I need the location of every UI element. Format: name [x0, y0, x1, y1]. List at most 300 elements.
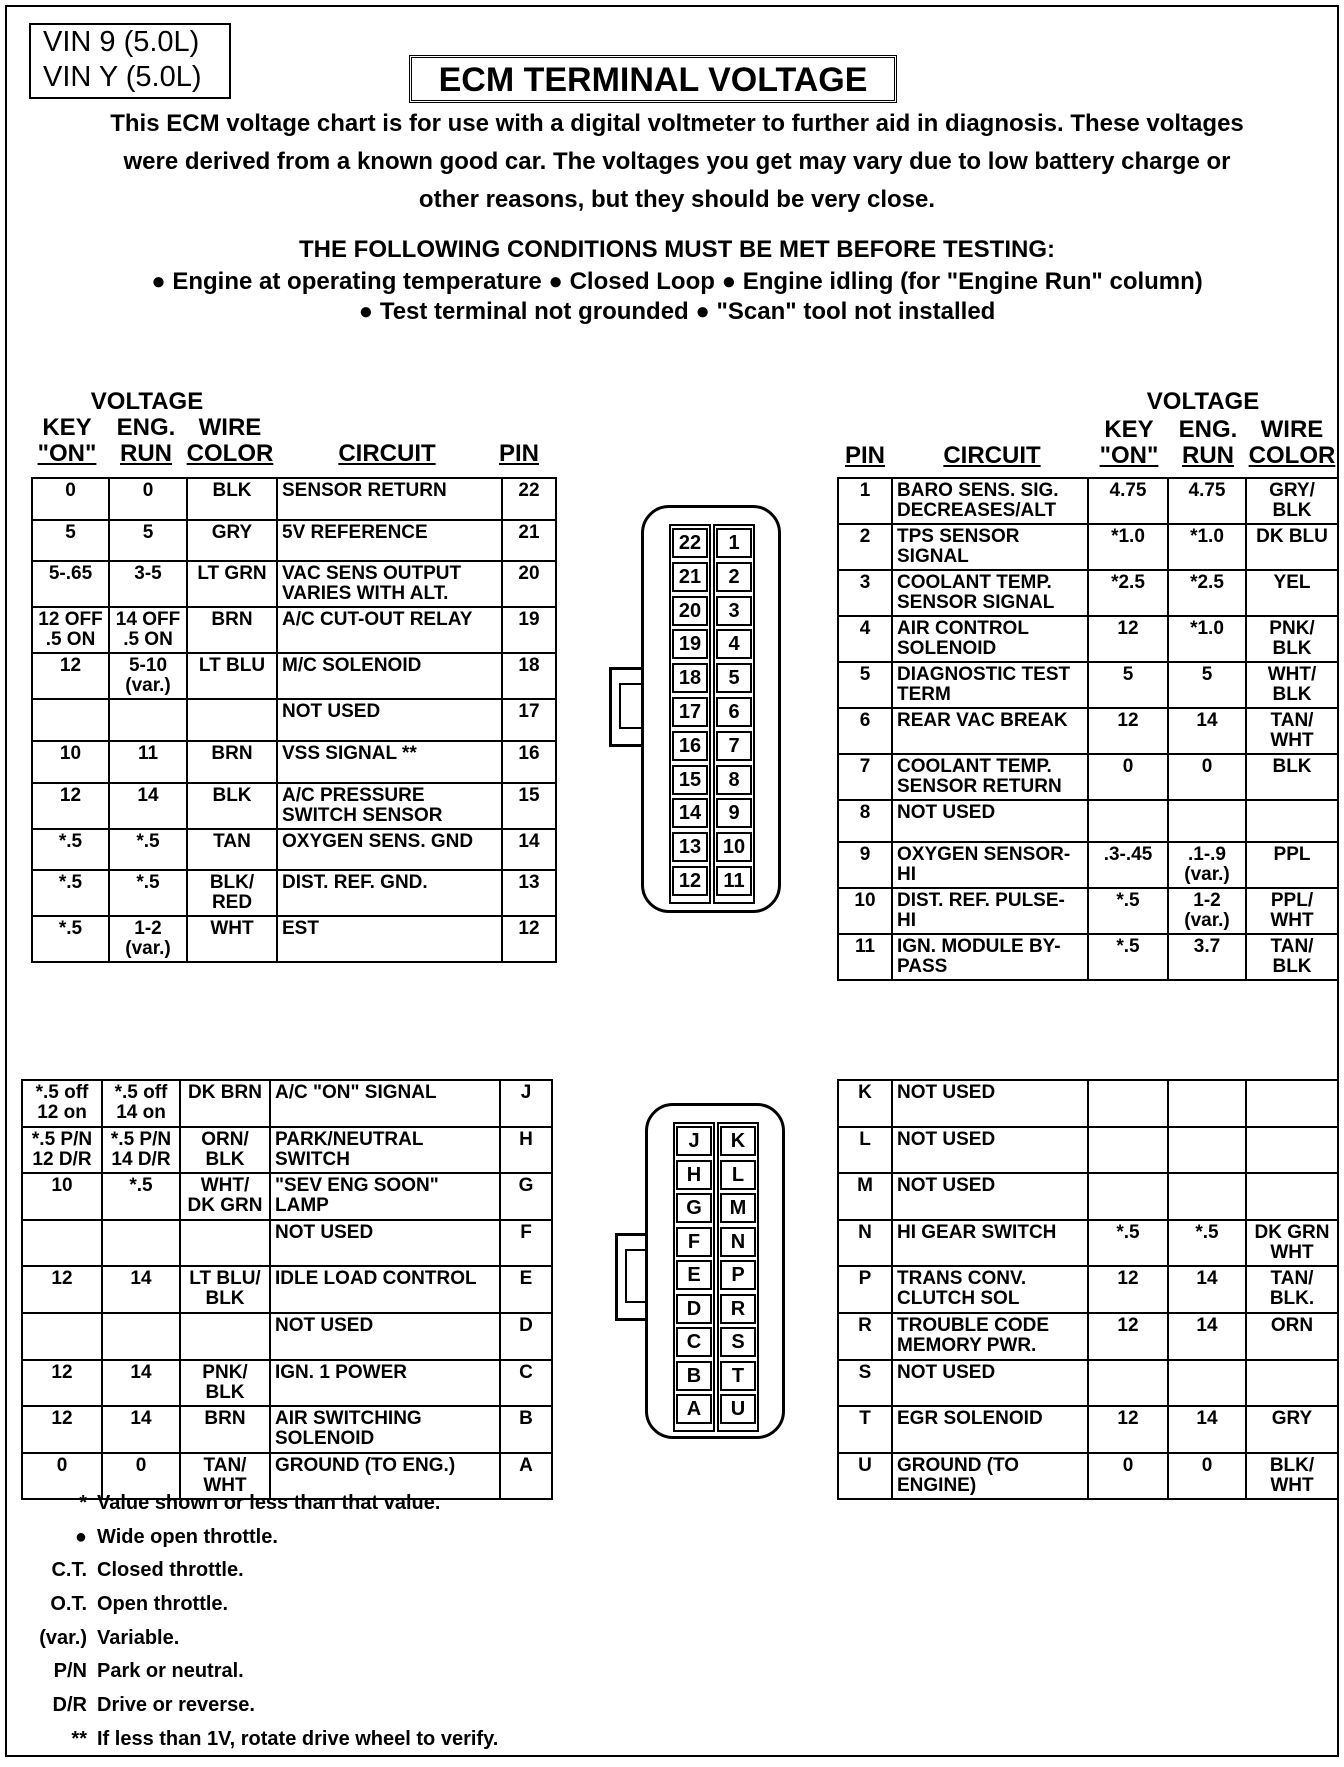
cell-wire: BLK/ RED	[187, 870, 277, 916]
cell-wire: ORN	[1246, 1313, 1338, 1360]
cell-key: .3-.45	[1088, 842, 1168, 888]
cell-wire: GRY	[187, 520, 277, 562]
cell-pin: G	[500, 1173, 552, 1220]
intro-line: were derived from a known good car. The voltages you get may vary due to low battery charge or	[123, 148, 1231, 175]
cell-circuit: COOLANT TEMP. SENSOR RETURN	[892, 754, 1088, 800]
intro-line: other reasons, but they should be very close.	[418, 186, 936, 213]
cell-pin: J	[500, 1080, 552, 1127]
cell-key: 12 OFF .5 ON	[32, 607, 109, 653]
conditions-line: ● Test terminal not grounded ● "Scan" tool not installed	[358, 298, 996, 325]
cell-circuit: VSS SIGNAL **	[277, 741, 502, 783]
cell-key: *.5	[32, 829, 109, 871]
table-row	[838, 1453, 1338, 1500]
table-row	[838, 478, 1338, 524]
cell-run: 0	[109, 478, 187, 520]
cell-pin: 20	[502, 561, 556, 607]
cell-run: 14	[102, 1266, 180, 1313]
connector-pin: 3	[716, 596, 752, 626]
cell-pin: T	[838, 1406, 892, 1453]
table-row	[22, 1220, 552, 1267]
cell-wire: PPL/ WHT	[1246, 888, 1338, 934]
connector-pin: 17	[672, 697, 708, 727]
connector-pin: E	[676, 1260, 712, 1290]
table-row	[838, 570, 1338, 616]
table-row	[22, 1127, 552, 1174]
cell-wire: LT BLU	[187, 653, 277, 699]
header-wire-color: WIRE COLOR	[186, 414, 274, 467]
cell-key: 12	[1088, 1266, 1168, 1313]
cell-circuit: M/C SOLENOID	[277, 653, 502, 699]
header-voltage: VOLTAGE	[1146, 388, 1260, 415]
cell-pin: R	[838, 1313, 892, 1360]
table-row	[32, 783, 556, 829]
cell-circuit: NOT USED	[277, 699, 502, 741]
cell-wire: LT BLU/ BLK	[180, 1266, 270, 1313]
bottom-left-pin-table	[21, 1079, 553, 1500]
connector-pin: U	[720, 1394, 756, 1424]
cell-circuit: IDLE LOAD CONTROL	[270, 1266, 500, 1313]
connector-pin: A	[676, 1394, 712, 1424]
legend-symbol: **	[71, 1727, 87, 1750]
cell-wire	[1246, 1360, 1338, 1407]
connector-pin: 22	[672, 528, 708, 558]
cell-wire: DK BRN	[180, 1080, 270, 1127]
cell-circuit: 5V REFERENCE	[277, 520, 502, 562]
cell-pin: 13	[502, 870, 556, 916]
cell-circuit: A/C PRESSURE SWITCH SENSOR	[277, 783, 502, 829]
table-row	[838, 934, 1338, 980]
cell-key	[22, 1313, 102, 1360]
legend-text: Wide open throttle.	[97, 1525, 278, 1548]
intro-line: This ECM voltage chart is for use with a digital voltmeter to further aid in diagnosis. These voltages	[110, 110, 1244, 137]
cell-pin: 6	[838, 708, 892, 754]
table-row	[22, 1406, 552, 1453]
cell-key: 0	[32, 478, 109, 520]
cell-pin: P	[838, 1266, 892, 1313]
cell-run: 14	[1168, 708, 1246, 754]
legend-item	[17, 1723, 577, 1757]
table-row	[32, 741, 556, 783]
connector-pin: B	[676, 1361, 712, 1391]
top-right-pin-table	[837, 477, 1339, 981]
cell-run	[1168, 1360, 1246, 1407]
cell-run	[1168, 1127, 1246, 1174]
connector-pin: 16	[672, 731, 708, 761]
connector-pin: 6	[716, 697, 752, 727]
ecm-voltage-chart	[5, 5, 1339, 1757]
legend-item	[17, 1521, 577, 1555]
cell-run: *.5	[102, 1173, 180, 1220]
top-left-pin-table	[31, 477, 557, 963]
cell-run: *.5 off 14 on	[102, 1080, 180, 1127]
cell-key: *2.5	[1088, 570, 1168, 616]
cell-pin: 2	[838, 524, 892, 570]
cell-key: *1.0	[1088, 524, 1168, 570]
cell-wire: DK BLU	[1246, 524, 1338, 570]
cell-pin: 5	[838, 662, 892, 708]
table-row	[838, 1220, 1338, 1267]
table-row	[838, 888, 1338, 934]
table-row	[32, 916, 556, 962]
legend-text: If less than 1V, rotate drive wheel to verify.	[97, 1727, 499, 1750]
cell-key: 4.75	[1088, 478, 1168, 524]
table-row	[838, 1127, 1338, 1174]
table-row	[22, 1313, 552, 1360]
connector-pin: 5	[716, 663, 752, 693]
cell-key: 12	[1088, 1406, 1168, 1453]
cell-key: *.5 off 12 on	[22, 1080, 102, 1127]
cell-run: 3.7	[1168, 934, 1246, 980]
connector-pin: R	[720, 1294, 756, 1324]
legend-symbol: ●	[74, 1525, 87, 1548]
legend-item	[17, 1588, 577, 1622]
cell-circuit: NOT USED	[270, 1220, 500, 1267]
table-row	[838, 616, 1338, 662]
connector-pin: 1	[716, 528, 752, 558]
cell-circuit: NOT USED	[892, 1360, 1088, 1407]
cell-circuit: TPS SENSOR SIGNAL	[892, 524, 1088, 570]
cell-wire	[1246, 1080, 1338, 1127]
legend-text: Value shown or less than that value.	[97, 1492, 441, 1514]
cell-wire: BLK	[187, 783, 277, 829]
cell-run: 14	[1168, 1266, 1246, 1313]
cell-key: 12	[22, 1266, 102, 1313]
cell-pin: 9	[838, 842, 892, 888]
cell-wire: BLK/ WHT	[1246, 1453, 1338, 1500]
connector-pin: C	[676, 1327, 712, 1357]
connector-pin: M	[720, 1193, 756, 1223]
cell-circuit: OXYGEN SENS. GND	[277, 829, 502, 871]
legend-symbol: *	[79, 1492, 87, 1514]
cell-circuit: NOT USED	[892, 1080, 1088, 1127]
header-pin: PIN	[844, 442, 885, 469]
cell-key: 12	[1088, 1313, 1168, 1360]
table-row	[22, 1173, 552, 1220]
cell-pin: 1	[838, 478, 892, 524]
connector-pin: G	[676, 1193, 712, 1223]
cell-run: 14	[102, 1406, 180, 1453]
cell-key	[1088, 1080, 1168, 1127]
header-key: KEY "ON"	[1099, 416, 1159, 469]
page-title: ECM TERMINAL VOLTAGE	[409, 55, 897, 103]
header-circuit: CIRCUIT	[338, 440, 436, 467]
header-wire-color: WIRE COLOR	[1248, 416, 1336, 469]
vin-line: VIN 9 (5.0L)	[43, 26, 200, 58]
cell-run: *2.5	[1168, 570, 1246, 616]
connector-pin: 2	[716, 562, 752, 592]
cell-run: *.5	[1168, 1220, 1246, 1267]
cell-pin: 10	[838, 888, 892, 934]
cell-pin: 19	[502, 607, 556, 653]
table-row	[32, 478, 556, 520]
cell-pin: 14	[502, 829, 556, 871]
table-row	[838, 1080, 1338, 1127]
cell-pin: C	[500, 1360, 552, 1407]
cell-run: 0	[1168, 754, 1246, 800]
cell-circuit: BARO SENS. SIG. DECREASES/ALT	[892, 478, 1088, 524]
cell-run	[1168, 1173, 1246, 1220]
cell-pin: H	[500, 1127, 552, 1174]
legend-symbol: P/N	[53, 1660, 87, 1683]
cell-wire: DK GRN WHT	[1246, 1220, 1338, 1267]
table-row	[22, 1360, 552, 1407]
cell-wire	[1246, 800, 1338, 842]
table-row	[838, 1406, 1338, 1453]
table-row	[32, 870, 556, 916]
connector-pin: 10	[716, 832, 752, 862]
conditions-heading: THE FOLLOWING CONDITIONS MUST BE MET BEFORE TESTING:	[299, 236, 1055, 263]
cell-circuit: SENSOR RETURN	[277, 478, 502, 520]
cell-pin: B	[500, 1406, 552, 1453]
cell-key	[1088, 1127, 1168, 1174]
cell-wire: TAN/ WHT	[180, 1453, 270, 1500]
cell-key: 12	[32, 783, 109, 829]
cell-key: *.5	[32, 916, 109, 962]
cell-pin: 17	[502, 699, 556, 741]
cell-key	[1088, 1173, 1168, 1220]
cell-wire: PNK/ BLK	[180, 1360, 270, 1407]
cell-circuit: PARK/NEUTRAL SWITCH	[270, 1127, 500, 1174]
table-row	[838, 1173, 1338, 1220]
legend-item	[17, 1655, 577, 1689]
cell-run: *.5	[109, 870, 187, 916]
cell-wire: TAN/ WHT	[1246, 708, 1338, 754]
cell-run: *1.0	[1168, 524, 1246, 570]
legend-text: Variable.	[97, 1626, 180, 1649]
table-row	[838, 754, 1338, 800]
legend-item	[17, 1554, 577, 1588]
cell-run	[1168, 800, 1246, 842]
cell-circuit: REAR VAC BREAK	[892, 708, 1088, 754]
cell-key: 12	[22, 1360, 102, 1407]
cell-key: 0	[1088, 754, 1168, 800]
cell-key	[32, 699, 109, 741]
cell-circuit: AIR SWITCHING SOLENOID	[270, 1406, 500, 1453]
cell-circuit: DIAGNOSTIC TEST TERM	[892, 662, 1088, 708]
cell-circuit: COOLANT TEMP. SENSOR SIGNAL	[892, 570, 1088, 616]
connector-pin: 19	[672, 629, 708, 659]
cell-key: *.5 P/N 12 D/R	[22, 1127, 102, 1174]
cell-run: 1-2 (var.)	[1168, 888, 1246, 934]
cell-run: 4.75	[1168, 478, 1246, 524]
cell-wire: BRN	[187, 607, 277, 653]
cell-pin: D	[500, 1313, 552, 1360]
cell-circuit: NOT USED	[270, 1313, 500, 1360]
cell-wire: TAN	[187, 829, 277, 871]
legend-text: Closed throttle.	[97, 1559, 244, 1582]
cell-circuit: VAC SENS OUTPUT VARIES WITH ALT.	[277, 561, 502, 607]
cell-circuit: NOT USED	[892, 1173, 1088, 1220]
cell-wire	[180, 1313, 270, 1360]
connector-pin: D	[676, 1294, 712, 1324]
cell-run: 11	[109, 741, 187, 783]
legend-item	[17, 1689, 577, 1723]
cell-run: 14	[102, 1360, 180, 1407]
cell-run: 1-2 (var.)	[109, 916, 187, 962]
cell-wire: BLK	[1246, 754, 1338, 800]
table-row	[838, 800, 1338, 842]
cell-pin: N	[838, 1220, 892, 1267]
cell-wire	[187, 699, 277, 741]
connector-pin: P	[720, 1260, 756, 1290]
cell-pin: 16	[502, 741, 556, 783]
cell-run	[109, 699, 187, 741]
cell-wire: GRY	[1246, 1406, 1338, 1453]
cell-wire	[1246, 1127, 1338, 1174]
connector-tab-inner	[619, 683, 643, 729]
connector-pin: 14	[672, 798, 708, 828]
cell-key: 12	[1088, 708, 1168, 754]
legend-item	[17, 1622, 577, 1656]
cell-pin: M	[838, 1173, 892, 1220]
cell-wire: YEL	[1246, 570, 1338, 616]
vin-box	[29, 23, 231, 99]
cell-circuit: DIST. REF. GND.	[277, 870, 502, 916]
cell-key: 0	[22, 1453, 102, 1500]
cell-pin: 3	[838, 570, 892, 616]
cell-circuit: OXYGEN SENSOR-HI	[892, 842, 1088, 888]
legend-symbol: (var.)	[39, 1626, 87, 1649]
legend-text: Drive or reverse.	[97, 1694, 255, 1717]
cell-run	[102, 1220, 180, 1267]
connector-pin: T	[720, 1361, 756, 1391]
vin-line: VIN Y (5.0L)	[43, 61, 202, 93]
legend-symbol: O.T.	[50, 1593, 87, 1616]
cell-pin: 21	[502, 520, 556, 562]
cell-pin: F	[500, 1220, 552, 1267]
cell-wire	[1246, 1173, 1338, 1220]
connector-pin: F	[676, 1227, 712, 1257]
connector-pin: 7	[716, 731, 752, 761]
cell-key: 12	[1088, 616, 1168, 662]
cell-run: 0	[102, 1453, 180, 1500]
legend	[17, 1487, 577, 1757]
header-eng-run: ENG. RUN	[116, 414, 176, 467]
table-row	[32, 653, 556, 699]
header-voltage: VOLTAGE	[90, 388, 204, 415]
table-row	[838, 708, 1338, 754]
cell-circuit: A/C CUT-OUT RELAY	[277, 607, 502, 653]
cell-wire: TAN/ BLK	[1246, 934, 1338, 980]
cell-pin: 18	[502, 653, 556, 699]
cell-wire: LT GRN	[187, 561, 277, 607]
header-circuit: CIRCUIT	[943, 442, 1041, 469]
cell-run	[102, 1313, 180, 1360]
cell-circuit: DIST. REF. PULSE-HI	[892, 888, 1088, 934]
cell-circuit: EGR SOLENOID	[892, 1406, 1088, 1453]
cell-key: *.5	[1088, 1220, 1168, 1267]
cell-pin: K	[838, 1080, 892, 1127]
cell-circuit: TRANS CONV. CLUTCH SOL	[892, 1266, 1088, 1313]
cell-pin: E	[500, 1266, 552, 1313]
cell-key: 10	[22, 1173, 102, 1220]
cell-run: *.5 P/N 14 D/R	[102, 1127, 180, 1174]
cell-run: .1-.9 (var.)	[1168, 842, 1246, 888]
cell-wire: WHT	[187, 916, 277, 962]
cell-circuit: A/C "ON" SIGNAL	[270, 1080, 500, 1127]
cell-circuit: EST	[277, 916, 502, 962]
connector-pin: H	[676, 1160, 712, 1190]
connector-pin: 11	[716, 866, 752, 896]
cell-run: 3-5	[109, 561, 187, 607]
connector-pin: J	[676, 1126, 712, 1156]
table-row	[32, 520, 556, 562]
cell-key	[22, 1220, 102, 1267]
cell-circuit: IGN. 1 POWER	[270, 1360, 500, 1407]
cell-circuit: AIR CONTROL SOLENOID	[892, 616, 1088, 662]
cell-key	[1088, 1360, 1168, 1407]
legend-symbol: D/R	[52, 1694, 87, 1717]
legend-symbol: C.T.	[51, 1559, 87, 1582]
cell-wire: WHT/ BLK	[1246, 662, 1338, 708]
connector-pin: 21	[672, 562, 708, 592]
cell-key: *.5	[1088, 934, 1168, 980]
cell-run	[1168, 1080, 1246, 1127]
cell-run: 14 OFF .5 ON	[109, 607, 187, 653]
cell-circuit: IGN. MODULE BY-PASS	[892, 934, 1088, 980]
cell-key: 10	[32, 741, 109, 783]
table-row	[32, 607, 556, 653]
cell-run: 0	[1168, 1453, 1246, 1500]
cell-circuit: NOT USED	[892, 800, 1088, 842]
cell-run: 5	[1168, 662, 1246, 708]
table-row	[32, 561, 556, 607]
cell-wire: ORN/ BLK	[180, 1127, 270, 1174]
cell-wire: BLK	[187, 478, 277, 520]
table-row	[22, 1080, 552, 1127]
table-row	[32, 699, 556, 741]
cell-key: 5-.65	[32, 561, 109, 607]
cell-circuit: NOT USED	[892, 1127, 1088, 1174]
connector-pin: N	[720, 1227, 756, 1257]
connector-pin: L	[720, 1160, 756, 1190]
cell-pin: L	[838, 1127, 892, 1174]
cell-pin: 4	[838, 616, 892, 662]
cell-wire: WHT/ DK GRN	[180, 1173, 270, 1220]
cell-key: *.5	[1088, 888, 1168, 934]
table-row	[22, 1266, 552, 1313]
cell-circuit: TROUBLE CODE MEMORY PWR.	[892, 1313, 1088, 1360]
cell-run: 14	[1168, 1406, 1246, 1453]
legend-text: Park or neutral.	[97, 1660, 244, 1683]
legend-text: Open throttle.	[97, 1593, 229, 1616]
cell-pin: 12	[502, 916, 556, 962]
connector-pin: 15	[672, 765, 708, 795]
cell-key: 0	[1088, 1453, 1168, 1500]
cell-pin: 8	[838, 800, 892, 842]
connector-bottom	[645, 1103, 785, 1439]
cell-run: 5	[109, 520, 187, 562]
cell-pin: U	[838, 1453, 892, 1500]
connector-pin: 13	[672, 832, 708, 862]
cell-pin: A	[500, 1453, 552, 1500]
cell-pin: 11	[838, 934, 892, 980]
cell-key: 5	[1088, 662, 1168, 708]
cell-key: 12	[32, 653, 109, 699]
cell-wire: BRN	[180, 1406, 270, 1453]
connector-pin: 8	[716, 765, 752, 795]
cell-wire: PPL	[1246, 842, 1338, 888]
table-row	[838, 842, 1338, 888]
connector-pin: S	[720, 1327, 756, 1357]
table-row	[838, 1266, 1338, 1313]
cell-wire: PNK/ BLK	[1246, 616, 1338, 662]
connector-pin: 4	[716, 629, 752, 659]
table-row	[32, 829, 556, 871]
cell-key: *.5	[32, 870, 109, 916]
cell-run: *.5	[109, 829, 187, 871]
cell-run: 14	[109, 783, 187, 829]
